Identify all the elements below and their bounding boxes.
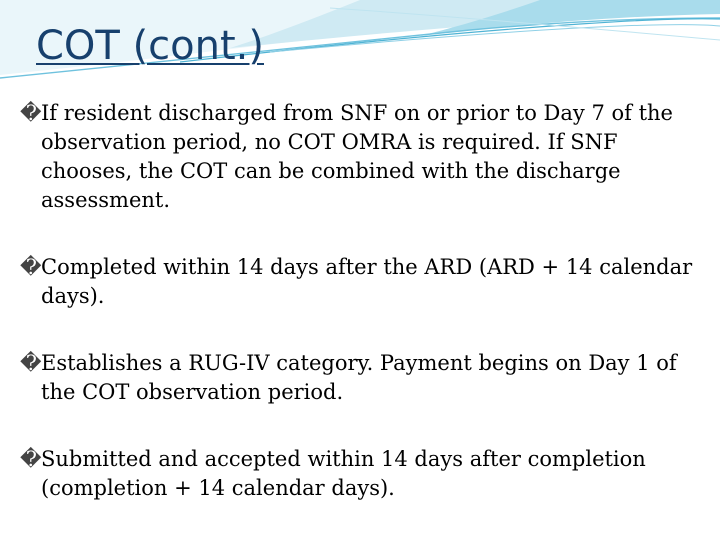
bullet-marker-icon: � xyxy=(20,101,42,125)
slide-title: COT (cont.) xyxy=(36,23,264,69)
bullet-item xyxy=(20,445,704,503)
bullet-text: Submitted and accepted within 14 days after completion (completion + 14 calendar days). xyxy=(41,447,646,500)
bullet-text: Establishes a RUG-IV category. Payment begins on Day 1 of the COT observation period. xyxy=(41,351,677,404)
bullet-marker-icon: � xyxy=(20,351,42,375)
bullet-text: If resident discharged from SNF on or prior to Day 7 of the observation period, no COT OMRA is required. If SNF chooses, the COT can be combined with the discharge assessment. xyxy=(41,101,673,212)
bullet-item xyxy=(20,349,704,407)
bullet-list xyxy=(20,99,704,503)
bullet-item xyxy=(20,253,704,311)
bullet-marker-icon: � xyxy=(20,447,42,471)
bullet-text: Completed within 14 days after the ARD (ARD + 14 calendar days). xyxy=(41,255,693,308)
bullet-marker-icon: � xyxy=(20,255,42,279)
bullet-item xyxy=(20,99,704,215)
